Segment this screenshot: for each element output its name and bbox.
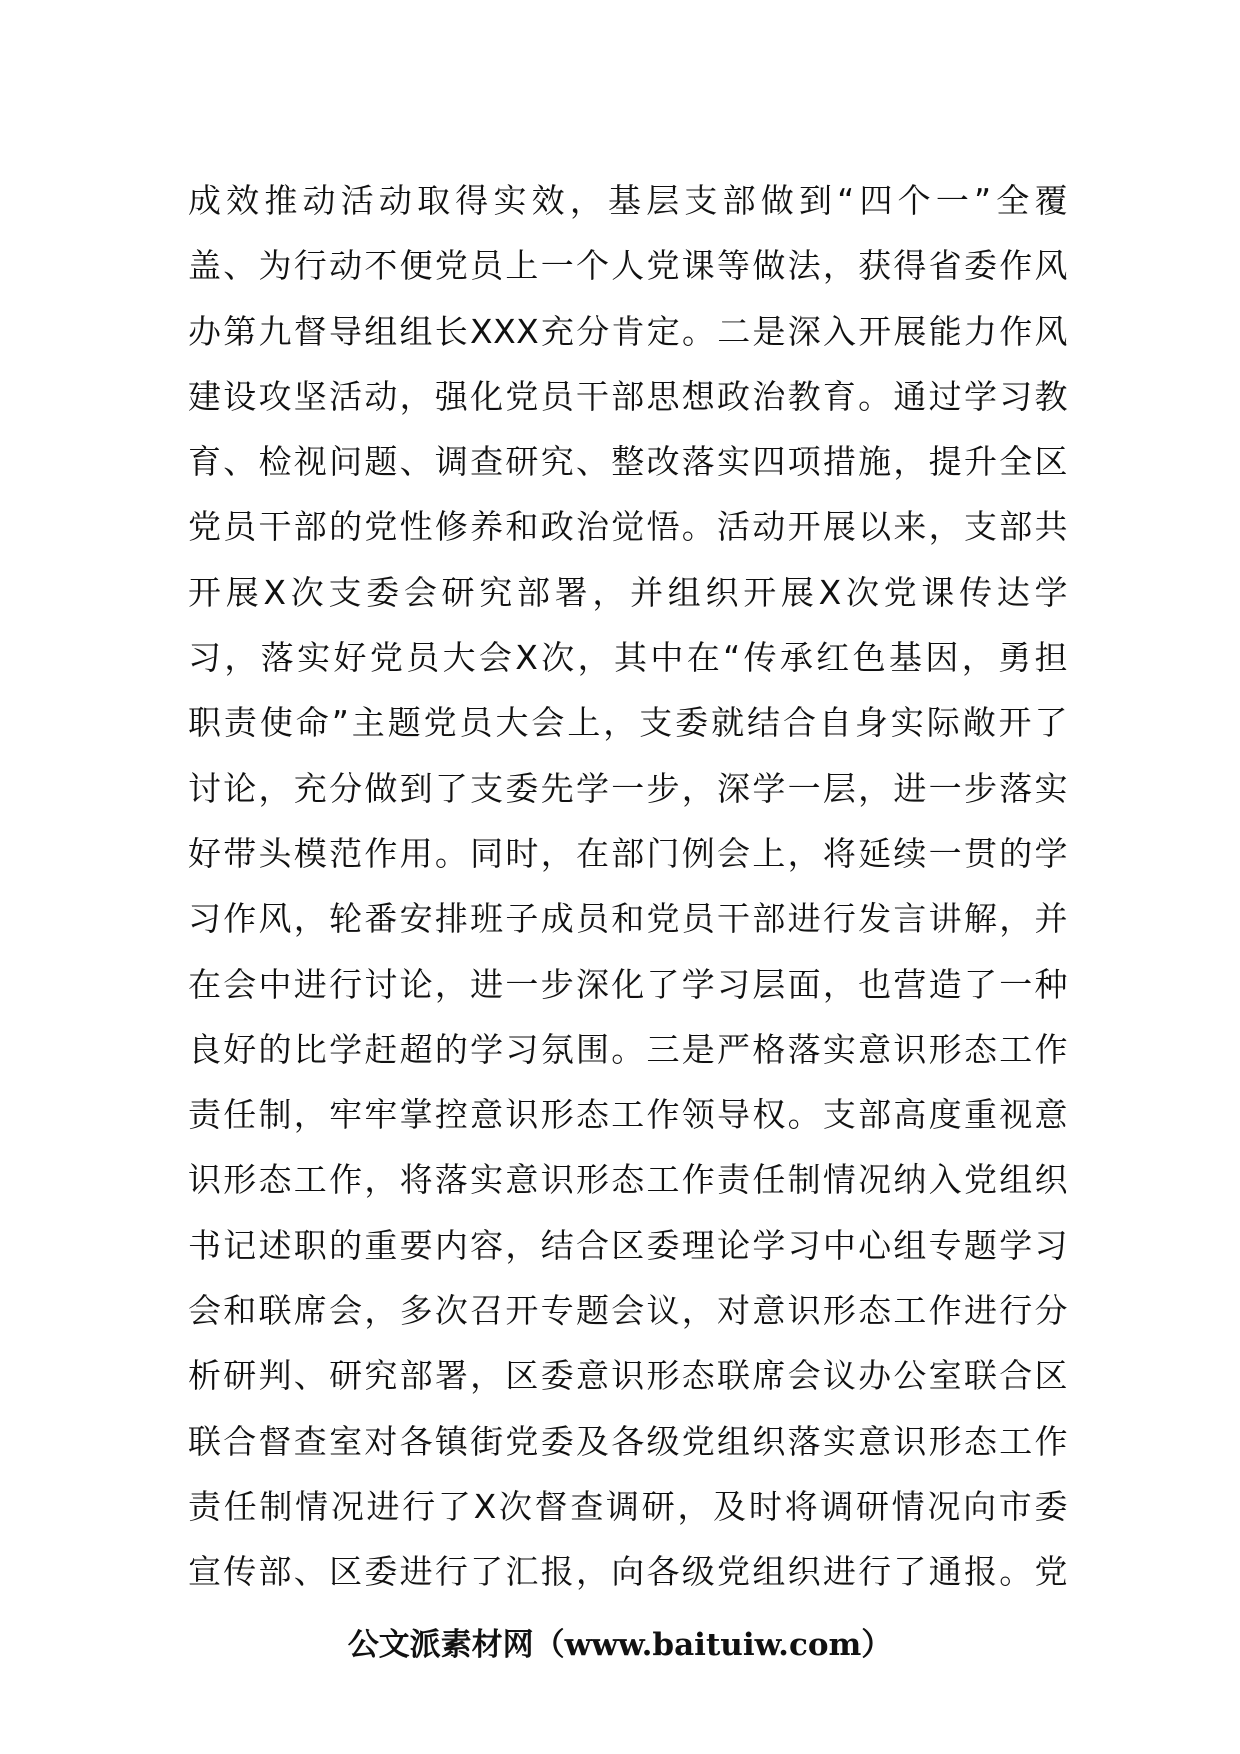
body-text	[188, 168, 1068, 1605]
text-line: 开展X次支委会研究部署，并组织开展X次党课传达学	[188, 572, 1068, 612]
text-line: 会和联席会，多次召开专题会议，对意识形态工作进行分	[188, 1291, 1068, 1331]
text-line: 析研判、研究部署，区委意识形态联席会议办公室联合区	[188, 1356, 1068, 1396]
text-line: 党员干部的党性修养和政治觉悟。活动开展以来，支部共	[188, 507, 1068, 547]
text-line: 良好的比学赶超的学习氛围。三是严格落实意识形态工作	[188, 1029, 1068, 1069]
text-line: 讨论，充分做到了支委先学一步，深学一层，进一步落实	[188, 768, 1068, 808]
text-line: 成效推动活动取得实效，基层支部做到“四个一”全覆	[188, 181, 1068, 220]
text-line: 办第九督导组组长XXX充分肯定。二是深入开展能力作风	[188, 311, 1068, 351]
text-line: 育、检视问题、调查研究、整改落实四项措施，提升全区	[188, 442, 1068, 482]
text-line: 盖、为行动不便党员上一个人党课等做法，获得省委作风	[188, 246, 1068, 286]
text-line: 识形态工作，将落实意识形态工作责任制情况纳入党组织	[188, 1160, 1068, 1200]
text-line: 建设攻坚活动，强化党员干部思想政治教育。通过学习教	[188, 376, 1068, 416]
text-line: 书记述职的重要内容，结合区委理论学习中心组专题学习	[188, 1225, 1068, 1265]
text-line: 好带头模范作用。同时，在部门例会上，将延续一贯的学	[188, 833, 1068, 873]
text-line: 在会中进行讨论，进一步深化了学习层面，也营造了一种	[188, 964, 1068, 1004]
footer-watermark: 公文派素材网（www.baituiw.com）	[347, 1627, 893, 1663]
text-line: 责任制，牢牢掌控意识形态工作领导权。支部高度重视意	[188, 1095, 1068, 1135]
text-line: 习作风，轮番安排班子成员和党员干部进行发言讲解，并	[188, 899, 1068, 939]
text-line: 联合督查室对各镇街党委及各级党组织落实意识形态工作	[188, 1421, 1068, 1461]
text-line: 宣传部、区委进行了汇报，向各级党组织进行了通报。党	[188, 1552, 1068, 1592]
text-line: 职责使命”主题党员大会上，支委就结合自身实际敞开了	[188, 703, 1068, 743]
text-line: 习，落实好党员大会X次，其中在“传承红色基因，勇担	[188, 638, 1068, 678]
text-line: 责任制情况进行了X次督查调研，及时将调研情况向市委	[188, 1486, 1068, 1526]
